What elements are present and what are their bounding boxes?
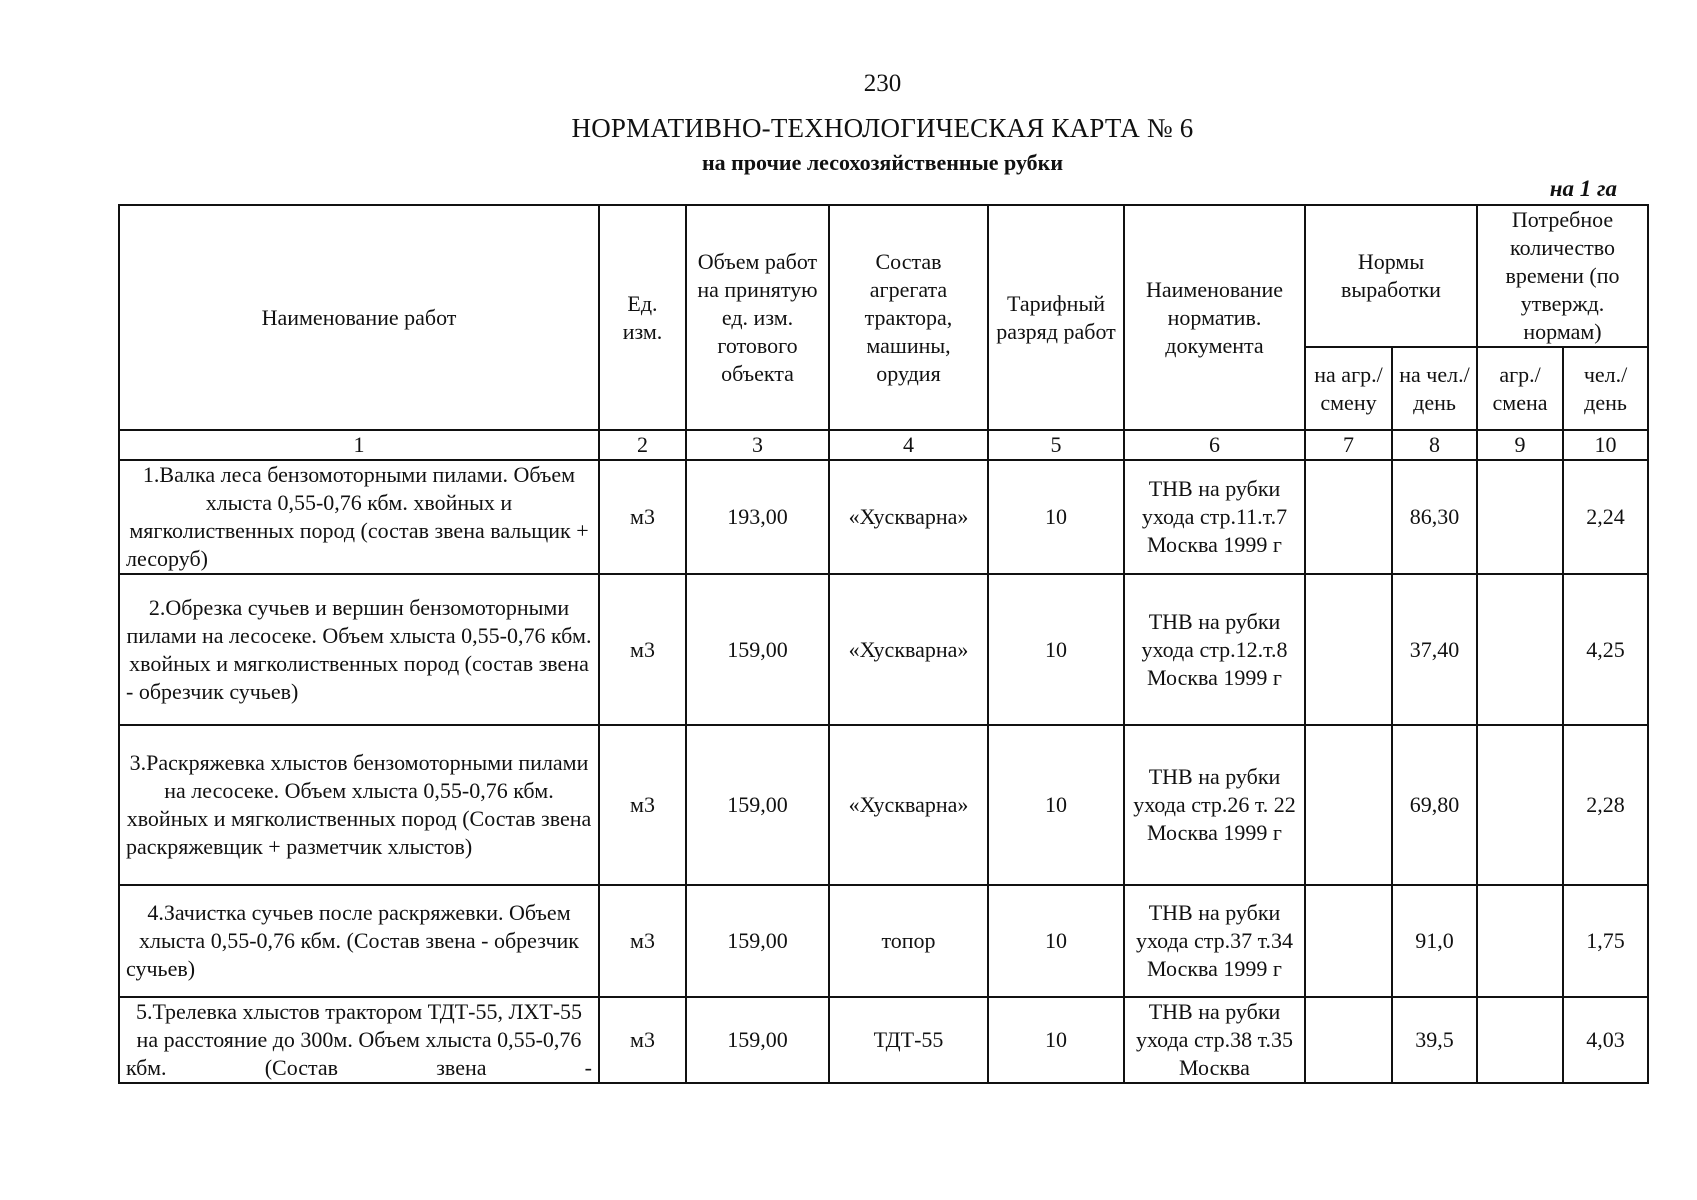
norm-agg-cell	[1305, 885, 1392, 997]
column-number: 7	[1305, 430, 1392, 460]
norm-person-cell: 39,5	[1392, 997, 1477, 1083]
work-name-cell: 1.Валка леса бензомоторными пилами. Объем хлыста 0,55-0,76 кбм. хвойных и мягколиственных пород (состав звена вальщик + лесоруб)	[119, 460, 599, 574]
aggregate-cell: «Хускварна»	[829, 460, 988, 574]
header-time-person: чел./ день	[1563, 347, 1648, 430]
time-person-cell: 4,03	[1563, 997, 1648, 1083]
norm-person-cell: 37,40	[1392, 574, 1477, 725]
document-cell: ТНВ на рубки ухода стр.12.т.8 Москва 1999 г	[1124, 574, 1305, 725]
unit-cell: м3	[599, 997, 686, 1083]
work-name-cell: 5.Трелевка хлыстов трактором ТДТ-55, ЛХТ-55 на расстояние до 300м. Объем хлыста 0,55-0,76 кбм. (Состав звена -	[119, 997, 599, 1083]
time-agg-cell	[1477, 725, 1563, 885]
unit-cell: м3	[599, 885, 686, 997]
header-time: Потребное количество времени (по утвержд. нормам)	[1477, 205, 1648, 347]
volume-cell: 159,00	[686, 725, 829, 885]
grade-cell: 10	[988, 997, 1124, 1083]
column-number: 4	[829, 430, 988, 460]
column-number: 9	[1477, 430, 1563, 460]
header-norms: Нормы выработки	[1305, 205, 1477, 347]
table-row	[119, 997, 1648, 1083]
volume-cell: 193,00	[686, 460, 829, 574]
aggregate-cell: «Хускварна»	[829, 725, 988, 885]
grade-cell: 10	[988, 460, 1124, 574]
time-person-cell: 2,24	[1563, 460, 1648, 574]
grade-cell: 10	[988, 885, 1124, 997]
document-cell: ТНВ на рубки ухода стр.11.т.7 Москва 1999 г	[1124, 460, 1305, 574]
time-agg-cell	[1477, 885, 1563, 997]
norm-agg-cell	[1305, 725, 1392, 885]
table-row	[119, 885, 1648, 997]
column-number: 1	[119, 430, 599, 460]
column-number: 10	[1563, 430, 1648, 460]
header-unit: Ед. изм.	[599, 205, 686, 430]
time-agg-cell	[1477, 574, 1563, 725]
table-row	[119, 574, 1648, 725]
aggregate-cell: «Хускварна»	[829, 574, 988, 725]
unit-cell: м3	[599, 725, 686, 885]
column-number: 6	[1124, 430, 1305, 460]
page-number: 230	[863, 70, 902, 97]
work-name-cell: 4.Зачистка сучьев после раскряжевки. Объем хлыста 0,55-0,76 кбм. (Состав звена - обрезчик сучьев)	[119, 885, 599, 997]
volume-cell: 159,00	[686, 574, 829, 725]
header-volume: Объем работ на принятую ед. изм. готового объекта	[686, 205, 829, 430]
document-cell: ТНВ на рубки ухода стр.37 т.34 Москва 1999 г	[1124, 885, 1305, 997]
document-cell: ТНВ на рубки ухода стр.38 т.35 Москва	[1124, 997, 1305, 1083]
time-agg-cell	[1477, 997, 1563, 1083]
time-person-cell: 1,75	[1563, 885, 1648, 997]
norm-person-cell: 86,30	[1392, 460, 1477, 574]
volume-cell: 159,00	[686, 885, 829, 997]
unit-cell: м3	[599, 460, 686, 574]
header-norm-per-agg: на агр./ смену	[1305, 347, 1392, 430]
unit-cell: м3	[599, 574, 686, 725]
work-name-cell: 3.Раскряжевка хлыстов бензомоторными пилами на лесосеке. Объем хлыста 0,55-0,76 кбм. хвойных и мягколиственных пород (Состав звена раскряжевщик + разметчик хлыстов)	[119, 725, 599, 885]
work-name-cell: 2.Обрезка сучьев и вершин бензомоторными пилами на лесосеке. Объем хлыста 0,55-0,76 кбм. хвойных и мягколиственных пород (состав звена - обрезчик сучьев)	[119, 574, 599, 725]
header-work-name: Наименование работ	[119, 205, 599, 430]
column-number: 8	[1392, 430, 1477, 460]
norm-agg-cell	[1305, 997, 1392, 1083]
column-number: 2	[599, 430, 686, 460]
norm-person-cell: 69,80	[1392, 725, 1477, 885]
aggregate-cell: ТДТ-55	[829, 997, 988, 1083]
table-row	[119, 725, 1648, 885]
document-title: НОРМАТИВНО-ТЕХНОЛОГИЧЕСКАЯ КАРТА № 6	[571, 113, 1194, 143]
header-aggregate: Состав агрегата трактора, машины, орудия	[829, 205, 988, 430]
norm-agg-cell	[1305, 460, 1392, 574]
volume-cell: 159,00	[686, 997, 829, 1083]
header-document: Наименование норматив. документа	[1124, 205, 1305, 430]
document-subtitle: на прочие лесохозяйственные рубки	[701, 150, 1064, 175]
column-number: 3	[686, 430, 829, 460]
document-cell: ТНВ на рубки ухода стр.26 т. 22 Москва 1999 г	[1124, 725, 1305, 885]
time-agg-cell	[1477, 460, 1563, 574]
unit-note: на 1 га	[1549, 176, 1617, 201]
header-time-agg: агр./ смена	[1477, 347, 1563, 430]
header-grade: Тарифный разряд работ	[988, 205, 1124, 430]
table-row	[119, 460, 1648, 574]
grade-cell: 10	[988, 574, 1124, 725]
norm-person-cell: 91,0	[1392, 885, 1477, 997]
norm-agg-cell	[1305, 574, 1392, 725]
time-person-cell: 4,25	[1563, 574, 1648, 725]
header-norm-per-person: на чел./ день	[1392, 347, 1477, 430]
aggregate-cell: топор	[829, 885, 988, 997]
norm-table	[118, 204, 1649, 1084]
column-number: 5	[988, 430, 1124, 460]
grade-cell: 10	[988, 725, 1124, 885]
time-person-cell: 2,28	[1563, 725, 1648, 885]
